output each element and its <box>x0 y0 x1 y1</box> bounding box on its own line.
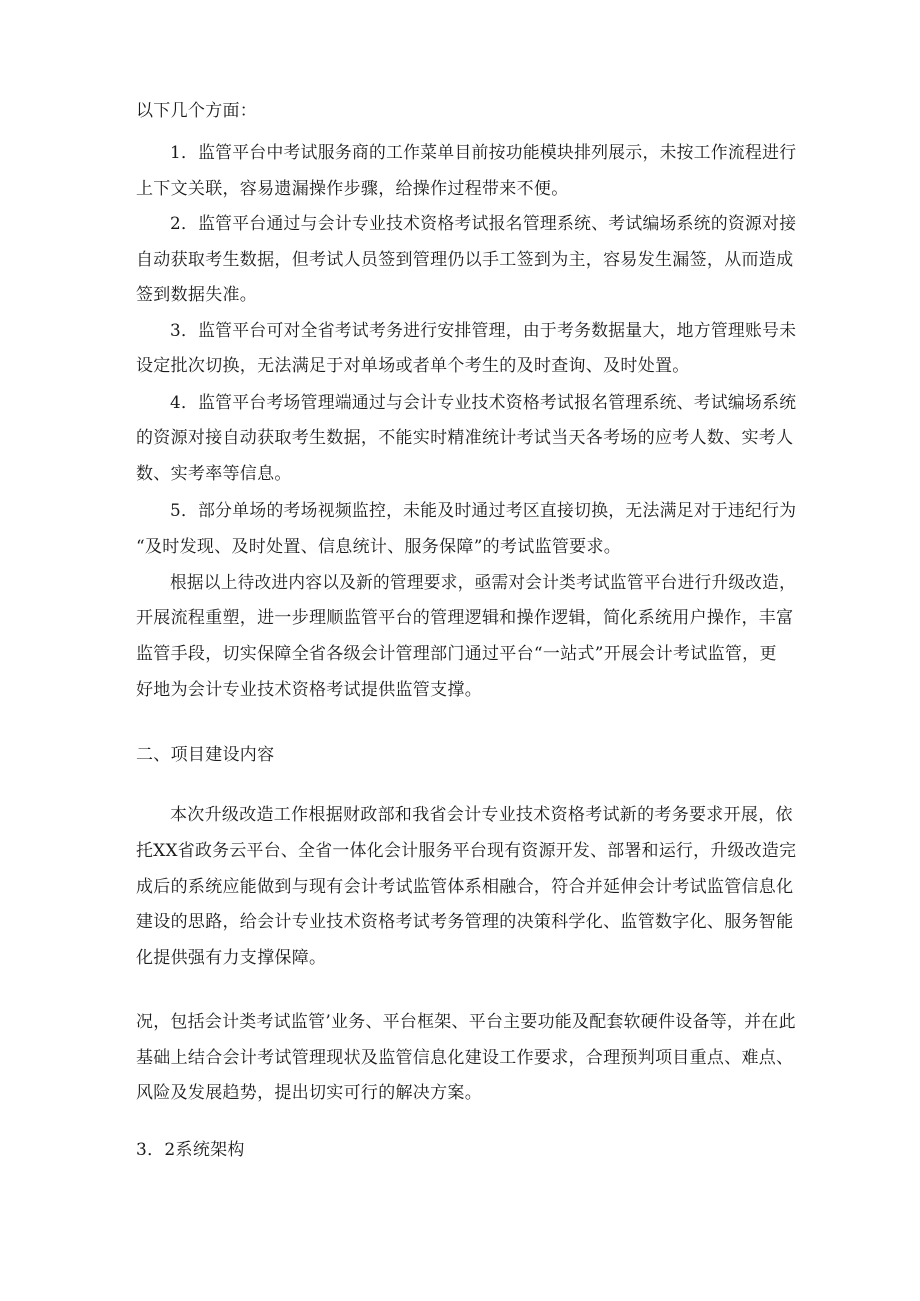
issue-4-line-3: 数、实考率等信息。 <box>136 464 292 484</box>
section-2-para-1-line-4: 建设的思路，给会计专业技术资格考试考务管理的决策科学化、监管数字化、服务智能 <box>136 912 794 932</box>
summary-line-3: 监管手段，切实保障全省各级会计管理部门通过平台“一站式”开展会计考试监管，更 <box>136 644 777 664</box>
issue-1-line-2: 上下文关联，容易遗漏操作步骤，给操作过程带来不便。 <box>136 179 569 199</box>
section-2-para-2-line-1: 况，包括会计类考试监管’业务、平台框架、平台主要功能及配套软硬件设备等，并在此 <box>136 1012 796 1032</box>
section-2-para-1-line-3: 成后的系统应能做到与现有会计考试监管体系相融合，符合并延伸会计考试监管信息化 <box>136 877 794 897</box>
summary-line-2: 开展流程重塑，进一步理顺监管平台的管理逻辑和操作逻辑，简化系统用户操作，丰富 <box>136 608 794 628</box>
section-2-para-2-line-2: 基础上结合会计考试管理现状及监管信息化建设工作要求，合理预判项目重点、难点、 <box>136 1048 794 1068</box>
issue-3-line-2: 设定批次切换，无法满足于对单场或者单个考生的及时查询、及时处置。 <box>136 356 690 376</box>
issue-5-line-2: “及时发现、及时处置、信息统计、服务保障”的考试监管要求。 <box>136 537 622 557</box>
issue-4-line-2: 的资源对接自动获取考生数据，不能实时精准统计考试当天各考场的应考人数、实考人 <box>136 428 794 448</box>
section-2-heading: 二、项目建设内容 <box>136 745 275 765</box>
section-2-para-1-line-1: 本次升级改造工作根据财政部和我省会计专业技术资格考试新的考务要求开展，依 <box>170 805 793 825</box>
issue-2-line-1: 2．监管平台通过与会计专业技术资格考试报名管理系统、考试编场系统的资源对接 <box>170 214 797 234</box>
section-2-para-1-line-5: 化提供强有力支撑保障。 <box>136 948 327 968</box>
issue-3-line-1: 3．监管平台可对全省考试考务进行安排管理，由于考务数据量大，地方管理账号未 <box>170 321 797 341</box>
summary-line-4: 好地为会计专业技术资格考试提供监管支撑。 <box>136 680 482 700</box>
issue-2-line-2: 自动获取考生数据，但考试人员签到管理仍以手工签到为主，容易发生漏签，从而造成 <box>136 250 794 270</box>
issue-5-line-1: 5．部分单场的考场视频监控，未能及时通过考区直接切换，无法满足对于违纪行为 <box>170 501 797 521</box>
issue-1-line-1: 1．监管平台中考试服务商的工作菜单目前按功能模块排列展示，未按工作流程进行 <box>170 143 797 163</box>
intro-tail: 以下几个方面： <box>136 101 258 121</box>
section-3-2-heading: 3．2系统架构 <box>136 1140 245 1160</box>
section-2-para-1-line-2: 托XX省政务云平台、全省一体化会计服务平台现有资源开发、部署和运行，升级改造完 <box>136 841 797 861</box>
section-2-para-2-line-3: 风险及发展趋势，提出切实可行的解决方案。 <box>136 1083 482 1103</box>
summary-line-1: 根据以上待改进内容以及新的管理要求，亟需对会计类考试监管平台进行升级改造， <box>170 573 797 593</box>
issue-2-line-3: 签到数据失准。 <box>136 285 258 305</box>
issue-4-line-1: 4．监管平台考场管理端通过与会计专业技术资格考试报名管理系统、考试编场系统 <box>170 393 797 413</box>
